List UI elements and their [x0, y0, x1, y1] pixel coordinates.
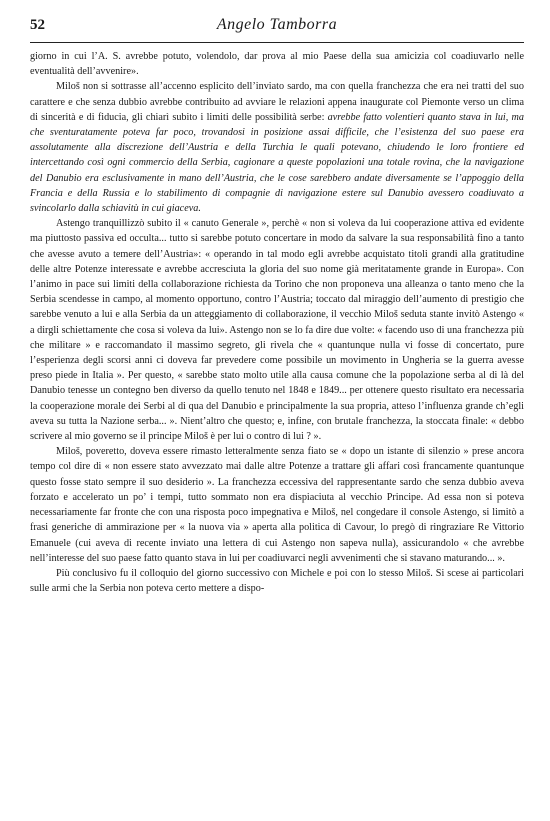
paragraph — [30, 444, 524, 566]
paragraph — [30, 79, 524, 216]
paragraph — [30, 216, 524, 444]
running-head: Angelo Tamborra — [216, 16, 338, 33]
paragraph — [30, 566, 524, 596]
paragraph-text: Miloš, poveretto, doveva essere rimasto letteralmente senza fiato se « dopo un istante di silenzio » prese ancora tempo col dire di « non essere stato avvezzato mai dalle altre Potenze a trattare gli affari così francamente quantunque questo fosse stato sempre il suo desiderio ». La franchezza eccessiva del rappresentante sardo che senza dubbio aveva forzato e accelerato un po’ i tempi, tutto sommato non era dispiaciuta al vecchio Principe. Ad essa non si poteva necessariamente far fronte che con una risposta poco impegnativa e Miloš, nel congedare il console Astengo, si limitò a frasi generiche di ammirazione per « la nuova via » aperta alla politica di Cavour, lo pregò di ringraziare Re Vittorio Emanuele (cui aveva di recente inviato una lettera di cui Astengo non sapeva nulla), assicurandolo « che avrebbe nell’interesse del suo paese fatto quanto stava in lui per coadiuvarci negli avvenimenti che si stavano maturando... ». — [30, 446, 524, 564]
italic-text: avrebbe fatto volentieri quanto stava in lui, ma che sventuratamente poteva far poco, trovandosi in posizione assai difficile, che l’esistenza del suo paese era assolutamente alla discrezione dell’Austria e della Turchia le quali potevano, chiudendo le loro frontiere ed intercettando così ogni commercio della Serbia, cagionare a queste popolazioni una totale rovina, che la navigazione del Danubio era esclusivamente in mano dell’Austria, che le cose sarebbero andate diversamente se l’appoggio della Francia e della Russia e lo stabilimento di compagnie di navigazione estere sul Danubio avessero coadiuvato a svincolarlo dalla schiavitù in cui giaceva. — [30, 111, 524, 215]
paragraph-text: Astengo tranquillizzò subito il « canuto Generale », perchè « non si voleva da lui cooperazione attiva ed evidente ma piuttosto passiva ed occulta... tutto si sarebbe potuto concertare in modo da salvare la sua responsabilità fino a tanto che avesse avuto a temere dell’Austria»: « operando in tal modo egli avrebbe acquistato titoli grandi alla gratitudine delle altre Potenze interessate e avrebbe accresciuta la gloria del suo nome già meritatamente grande in Europa». Con l’animo in pace sui limiti della collaborazione richiesta da Torino che non proponeva una alleanza o tanto meno che la Serbia scendesse in campo, al momento opportuno, contro l’Austria; toccato dal miraggio dell’aumento di prestigio che sarebbe venuto a lui e alla Serbia da un atteggiamento di collaborazione, il vecchio Miloš seduta stante invitò Astengo « a dirgli schiettamente che cosa si voleva da lui». Astengo non se lo fa dire due volte: « facendo uso di una franchezza più che militare » e raccomandato il massimo segreto, gli rivela che « quantunque nulla vi fosse di concertato, pure l’esperienza degli scorsi anni ci doveva far prevedere come possibile un movimento in Ungheria se la guerra avesse preso piede in Italia ». Per questo, « sarebbe stato molto utile alla causa comune che la popolazione serba al di là del Danubio tenesse un contegno ben diverso da quello tenuto nel 1848 e 1849... per ottenere questo risultato era necessaria la cooperazione morale dei Serbi al di qua del Danubio e principalmente la sua propria, atteso l’influenza grande ch’egli aveva su tutta la Nazione serba... ». Nient’altro che questo; e, infine, con brutale franchezza, la stoccata finale: « debbo scrivere al mio governo se il principe Miloš è per lui o contro di lui ? ». — [30, 218, 524, 443]
page-header — [30, 16, 524, 40]
paragraph-text: Miloš non si sottrasse all’accenno esplicito dell’inviato sardo, ma con quella franchezza che era nei tratti del suo carattere e che senza dubbio avrebbe contribuito ad avviare le relazioni appena inaugurate col Piemonte verso un clima di sincerità e di fiducia, gli chiarì subito i limiti delle possibilità serbe: — [30, 81, 524, 123]
header-rule — [30, 42, 524, 43]
paragraph-text: Più conclusivo fu il colloquio del giorno successivo con Michele e poi con lo stesso Miloš. Si scese ai particolari sulle armi che la Serbia non poteva certo mettere a dispo- — [30, 567, 524, 595]
paragraph — [30, 49, 524, 79]
page-number: 52 — [30, 17, 45, 33]
paragraph-text: giorno in cui l’A. S. avrebbe potuto, volendolo, dar prova al mio Paese della sua amicizia col coadiuvarlo nelle eventualità dell’avvenire». — [30, 51, 524, 78]
body-text — [30, 49, 524, 596]
